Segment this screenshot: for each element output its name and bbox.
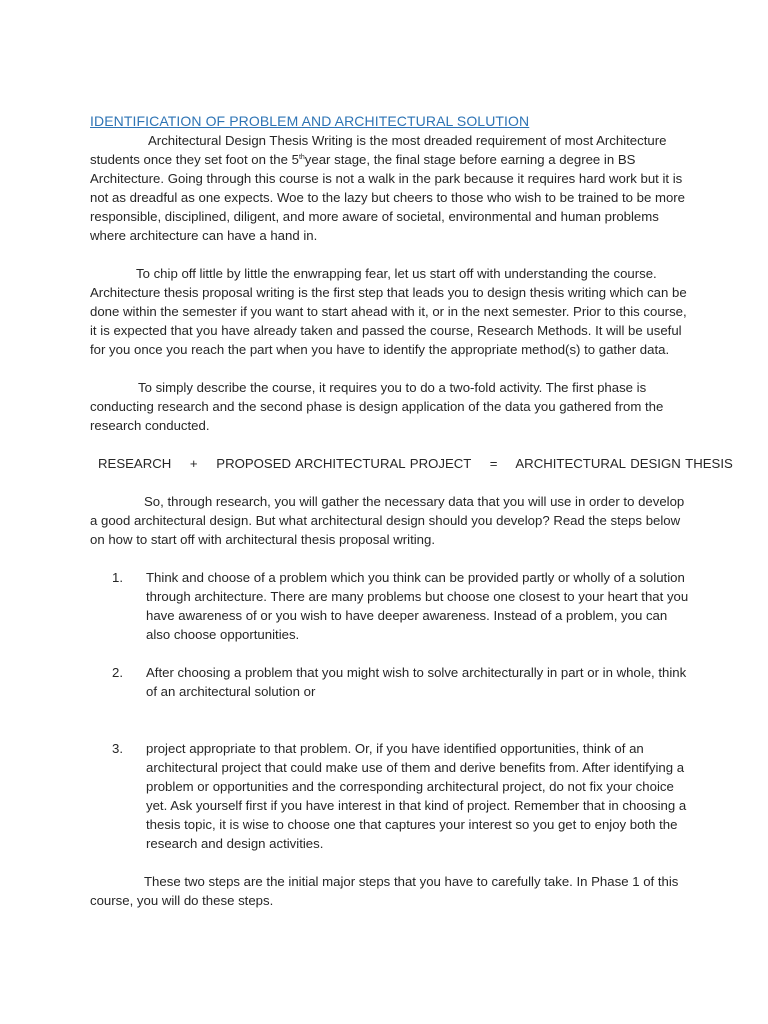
list-item-text: After choosing a problem that you might wish to solve architecturally in part or in whole, think of an architectural solution or — [146, 665, 687, 699]
list-item-number: 1. — [112, 570, 123, 585]
spacer — [90, 853, 690, 872]
paragraph-course-overview: To chip off little by little the enwrapping fear, let us start off with understanding the course. Architecture thesis proposal writing is the first step that leads you to design thesis writing which can be done within the semester if you want to start ahead with it, or in the next semester. Prior to this course, it is expected that you have already taken and passed the course, Research Methods. It will be useful for you once you reach the part when you have to identify the appropriate method(s) to gather data. — [90, 266, 687, 357]
spacer — [90, 473, 690, 492]
steps-list — [90, 568, 690, 853]
spacer — [90, 245, 690, 264]
document-title: IDENTIFICATION OF PROBLEM AND ARCHITECTURAL SOLUTION — [90, 113, 530, 129]
paragraph-course-description: To simply describe the course, it requires you to do a two-fold activity. The first phase is conducting research and the second phase is design application of the data you gathered from the research conducted. — [90, 380, 664, 433]
ordinal-superscript: th — [298, 154, 305, 161]
spacer — [90, 359, 690, 378]
list-item-text: Think and choose of a problem which you think can be provided partly or wholly of a solution through architecture. There are many problems but choose one closest to your heart that you have awareness of or you wish to have deeper awareness. Instead of a problem, you can also choose opportunities. — [146, 570, 689, 642]
list-item — [90, 739, 690, 853]
intro-paragraph — [90, 131, 690, 245]
list-item-number: 2. — [112, 665, 123, 680]
intro-text-part2: year stage, the final stage before earning a degree in BS Architecture. Going through this course is not a walk in the park because it requires hard work but it is not as dreadful as one expects. Woe to the lazy but cheers to those who wish to be trained to be more responsible, disciplined, diligent, and more aware of societal, environmental and human problems where architecture can have a hand in. — [90, 152, 686, 243]
intro-text-part1: Architectural Design Thesis Writing is the most dreaded requirement of most Architecture students once they set foot on the 5 — [90, 133, 667, 167]
spacer — [90, 435, 690, 454]
paragraph-research-intro: So, through research, you will gather the necessary data that you will use in order to develop a good architectural design. But what architectural design should you develop? Read the steps below on how to start off with architectural thesis proposal writing. — [90, 494, 685, 547]
closing-paragraph: These two steps are the initial major steps that you have to carefully take. In Phase 1 of this course, you will do these steps. — [90, 874, 679, 908]
list-item — [90, 568, 690, 644]
thesis-formula: RESEARCH + PROPOSED ARCHITECTURAL PROJECT = ARCHITECTURAL DESIGN THESIS — [98, 456, 733, 471]
list-item — [90, 663, 690, 701]
spacer — [90, 549, 690, 568]
list-item-number: 3. — [112, 741, 123, 756]
list-item-text: project appropriate to that problem. Or, if you have identified opportunities, think of an architectural project that could make use of them and derive benefits from. After identifying a problem or opportunities and the corresponding architectural project, do not fix your choice yet. Ask yourself first if you have interest in that kind of project. Remember that in choosing a thesis topic, it is wise to choose one that captures your interest so you get to enjoy both the research and design activities. — [146, 741, 687, 851]
document-body — [90, 112, 733, 910]
